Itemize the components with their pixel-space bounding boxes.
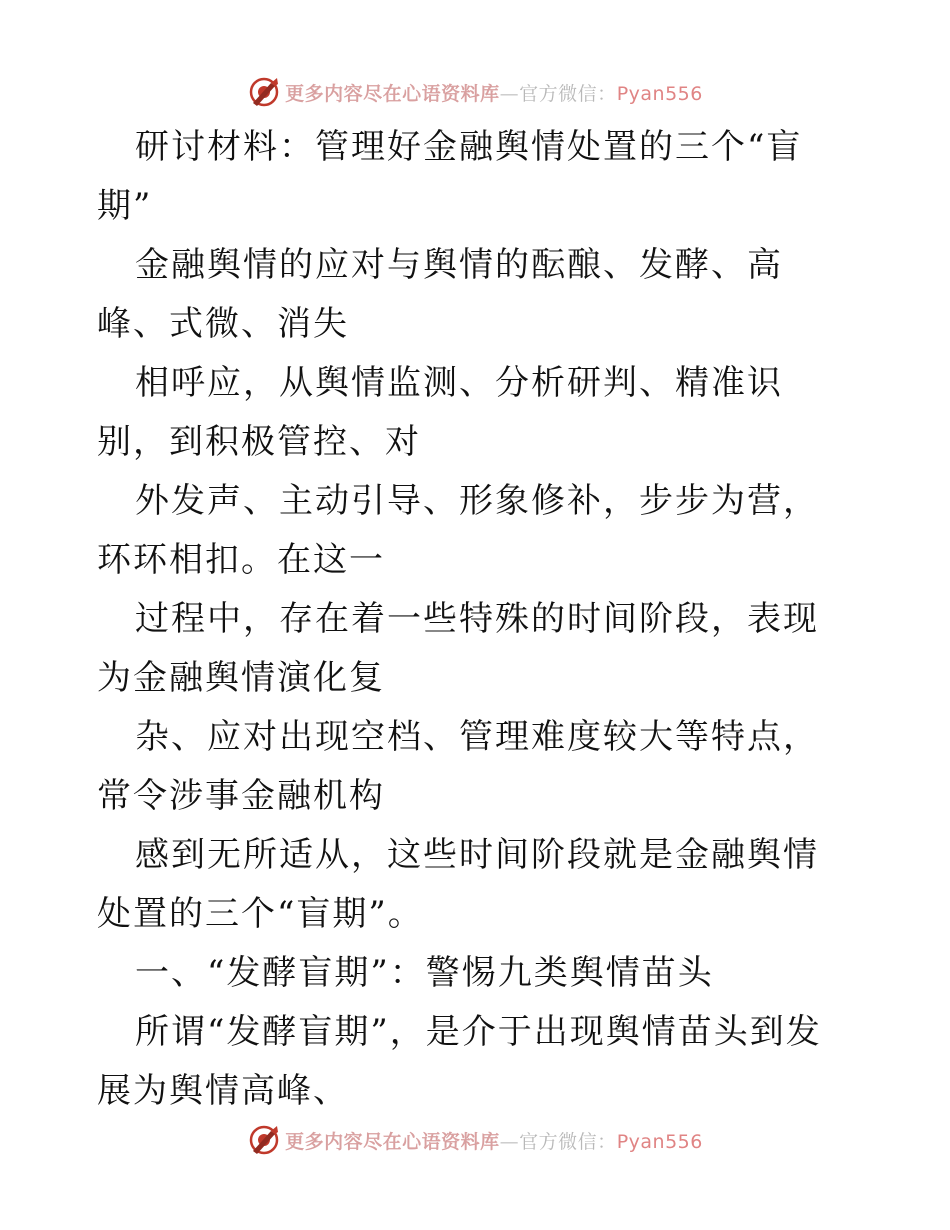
watermark-main: 更多内容尽在心语资料库 bbox=[285, 1130, 500, 1153]
pen-logo-icon bbox=[247, 75, 281, 109]
document-title: 研讨材料：管理好金融舆情处置的三个“盲期” bbox=[97, 127, 803, 226]
paragraph: 杂、应对出现空档、管理难度较大等特点，常令涉事金融机构 bbox=[97, 717, 819, 816]
paragraph: 金融舆情的应对与舆情的酝酿、发酵、高峰、式微、消失 bbox=[97, 245, 783, 344]
footer-watermark bbox=[0, 1120, 950, 1160]
watermark-text bbox=[285, 79, 703, 106]
section-heading: 一、“发酵盲期”：警惕九类舆情苗头 bbox=[135, 953, 714, 993]
paragraph: 过程中，存在着一些特殊的时间阶段，表现为金融舆情演化复 bbox=[97, 599, 819, 698]
watermark-main: 更多内容尽在心语资料库 bbox=[285, 82, 500, 105]
watermark-official: 官方微信： bbox=[519, 1130, 617, 1153]
paragraph: 所谓“发酵盲期”，是介于出现舆情苗头到发展为舆情高峰、 bbox=[97, 1012, 822, 1111]
paragraph: 外发声、主动引导、形象修补，步步为营，环环相扣。在这一 bbox=[97, 481, 819, 580]
header-watermark bbox=[0, 72, 950, 112]
watermark-dash: — bbox=[499, 1130, 520, 1153]
watermark-id: Pyan556 bbox=[616, 1130, 703, 1153]
watermark-text bbox=[285, 1127, 703, 1154]
watermark-dash: — bbox=[499, 82, 520, 105]
paragraph: 相呼应，从舆情监测、分析研判、精准识别，到积极管控、对 bbox=[97, 363, 783, 462]
paragraph: 感到无所适从，这些时间阶段就是金融舆情处置的三个“盲期”。 bbox=[97, 835, 819, 934]
watermark-id: Pyan556 bbox=[616, 82, 703, 105]
pen-logo-icon bbox=[247, 1123, 281, 1157]
document-body bbox=[97, 118, 853, 1121]
watermark-official: 官方微信： bbox=[519, 82, 617, 105]
